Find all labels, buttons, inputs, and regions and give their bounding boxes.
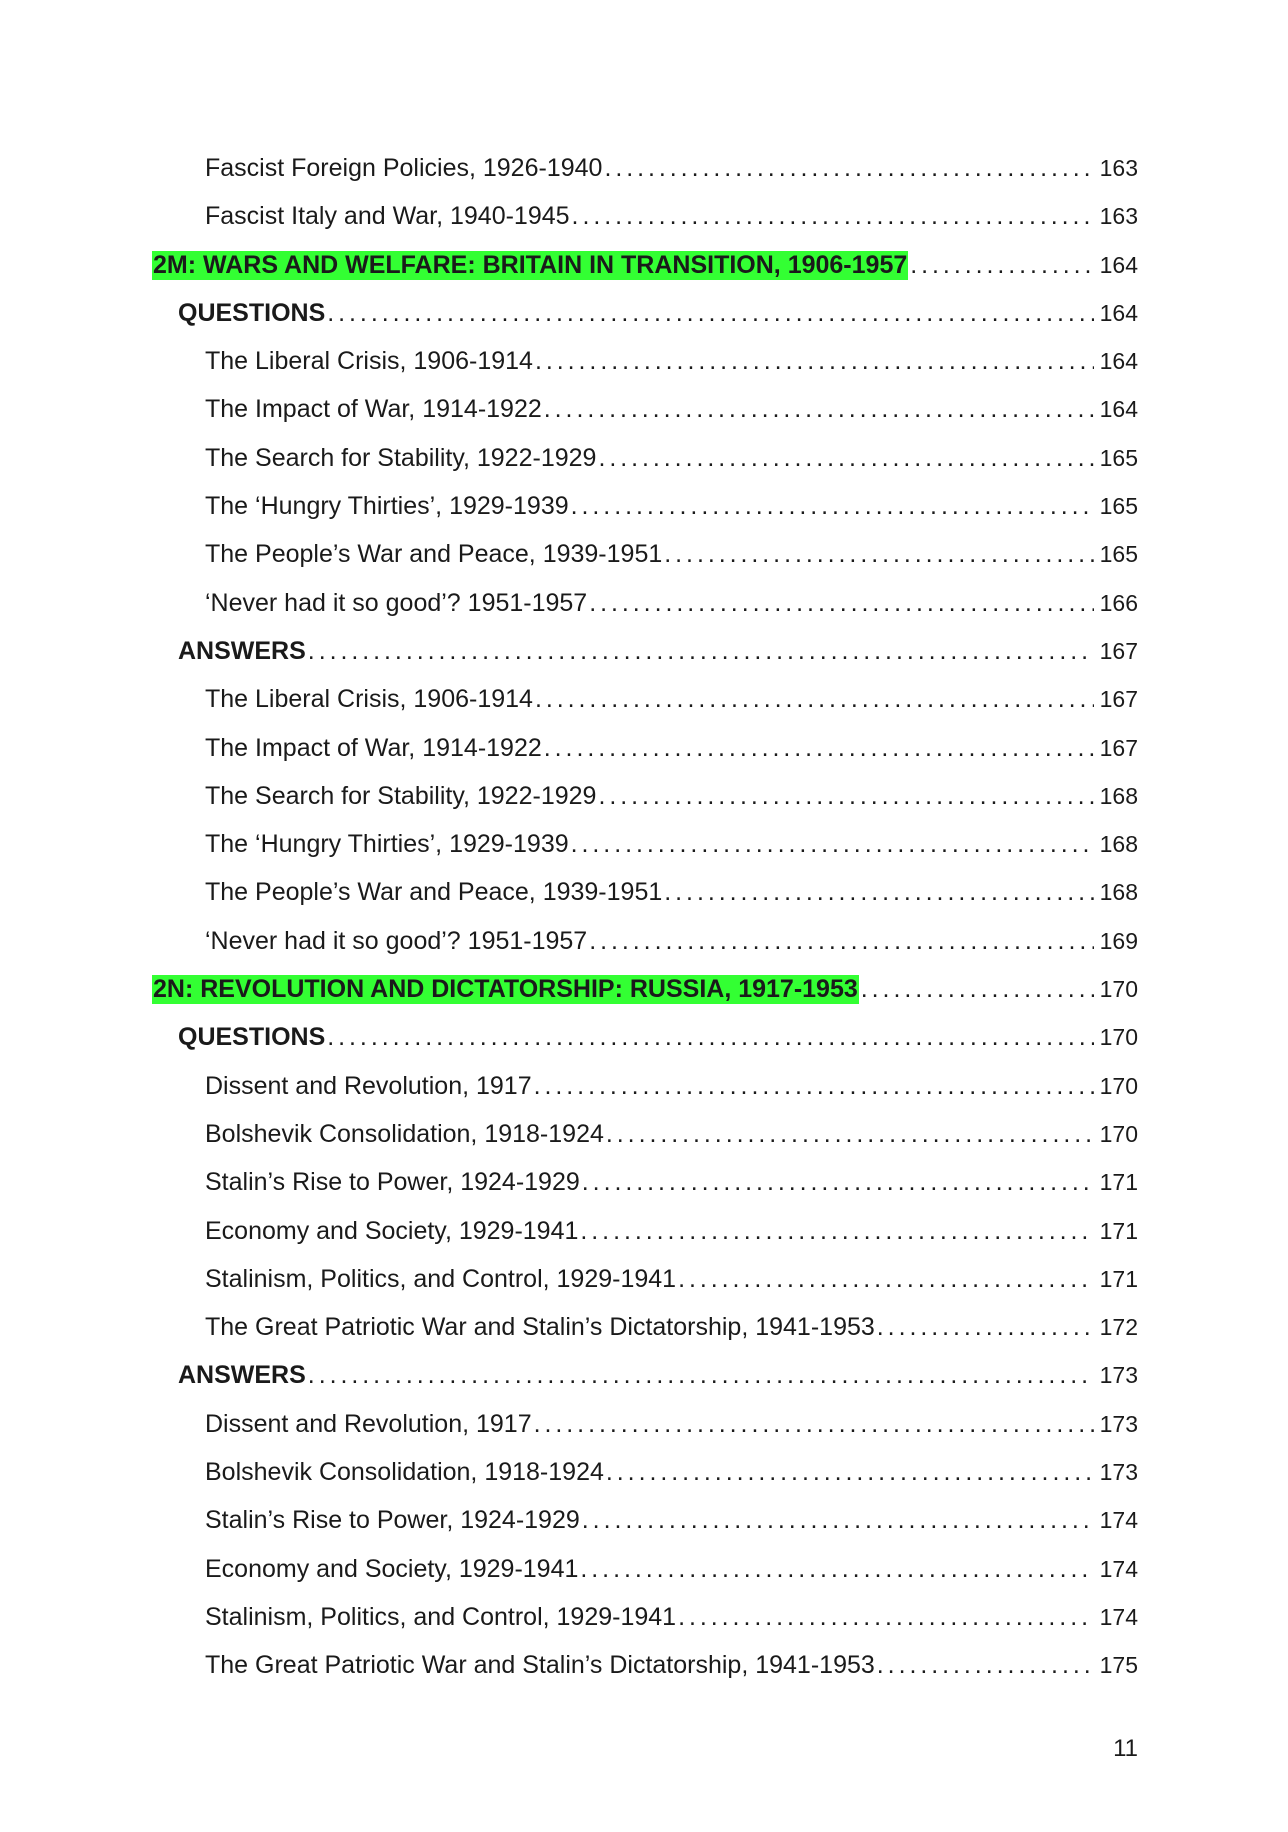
dot-leader — [571, 492, 1094, 521]
toc-entry-page: 168 — [1099, 831, 1138, 858]
toc-entry-title: Economy and Society, 1929-1941 — [205, 1216, 579, 1245]
toc-entry-page: 173 — [1099, 1410, 1138, 1437]
toc-entry[interactable] — [0, 1547, 1288, 1595]
toc-entry[interactable] — [0, 1209, 1288, 1257]
dot-leader — [535, 347, 1094, 376]
toc-entry[interactable] — [0, 1305, 1288, 1353]
toc-entry-page: 171 — [1099, 1169, 1138, 1196]
toc-entry[interactable] — [0, 436, 1288, 484]
toc-entry-page: 163 — [1099, 155, 1138, 181]
toc-entry[interactable] — [0, 484, 1288, 532]
dot-leader — [580, 1217, 1093, 1246]
dot-leader — [678, 1603, 1094, 1632]
toc-entry-title: The Great Patriotic War and Stalin’s Dictatorship, 1941-1953 — [205, 1313, 875, 1342]
toc-entry-title: Bolshevik Consolidation, 1918-1924 — [205, 1119, 604, 1148]
toc-entry-page: 167 — [1099, 686, 1138, 713]
toc-entry-title: Stalinism, Politics, and Control, 1929-1941 — [205, 1602, 677, 1631]
toc-entry-page: 168 — [1099, 782, 1138, 809]
toc-entry-page: 164 — [1099, 251, 1138, 278]
toc-entry[interactable] — [0, 726, 1288, 774]
toc-entry-title: The Liberal Crisis, 1906-1914 — [205, 347, 533, 376]
toc-entry[interactable] — [0, 387, 1288, 435]
dot-leader — [861, 975, 1094, 1004]
dot-leader — [877, 1651, 1094, 1680]
toc-entry[interactable] — [0, 1257, 1288, 1305]
toc-section-heading[interactable] — [0, 243, 1288, 291]
toc-entry-page: 168 — [1099, 879, 1138, 906]
toc-entry-page: 167 — [1099, 637, 1138, 664]
toc-entry-page: 166 — [1099, 589, 1138, 616]
toc-entry[interactable] — [0, 1112, 1288, 1160]
toc-entry[interactable] — [0, 870, 1288, 918]
dot-leader — [327, 299, 1093, 328]
toc-entry-title: Fascist Foreign Policies, 1926-1940 — [205, 154, 603, 182]
dot-leader — [308, 1361, 1094, 1390]
toc-entry-page: 172 — [1099, 1314, 1138, 1341]
toc-entry-page: 163 — [1099, 203, 1138, 230]
dot-leader — [910, 251, 1093, 280]
toc-entry-page: 165 — [1099, 493, 1138, 520]
toc-entry[interactable] — [0, 677, 1288, 725]
page-number: 11 — [1113, 1735, 1138, 1762]
dot-leader — [571, 830, 1094, 859]
toc-entry[interactable] — [0, 581, 1288, 629]
dot-leader — [664, 878, 1093, 907]
dot-leader — [664, 540, 1093, 569]
dot-leader — [606, 1120, 1094, 1149]
toc-entry-page: 170 — [1099, 1120, 1138, 1147]
toc-entry-page: 174 — [1099, 1507, 1138, 1534]
dot-leader — [598, 444, 1093, 473]
toc-entry-page: 171 — [1099, 1265, 1138, 1292]
toc-entry[interactable] — [0, 919, 1288, 967]
toc-entry[interactable] — [0, 1402, 1288, 1450]
dot-leader — [308, 637, 1094, 666]
toc-entry-title: The Search for Stability, 1922-1929 — [205, 443, 597, 472]
dot-leader — [580, 1555, 1093, 1584]
toc-entry[interactable] — [0, 1595, 1288, 1643]
toc-entry-title: The Search for Stability, 1922-1929 — [205, 781, 597, 810]
toc-entry-page: 175 — [1099, 1652, 1138, 1679]
toc-entry-page: 173 — [1099, 1459, 1138, 1486]
toc-entry-title: ANSWERS — [178, 636, 306, 665]
toc-entry-title: 2M: WARS AND WELFARE: BRITAIN IN TRANSITION, 1906-1957 — [153, 250, 908, 279]
dot-leader — [534, 1410, 1094, 1439]
toc-entry-title: ANSWERS — [178, 1361, 306, 1390]
toc-section-heading[interactable] — [0, 967, 1288, 1015]
toc-subsection-heading[interactable] — [0, 1015, 1288, 1063]
dot-leader — [604, 154, 1093, 183]
toc-entry-title: The People’s War and Peace, 1939-1951 — [205, 878, 663, 907]
toc-entry-title: QUESTIONS — [178, 298, 326, 327]
toc-entry-page: 165 — [1099, 541, 1138, 568]
toc-entry-page: 164 — [1099, 299, 1138, 326]
dot-leader — [598, 782, 1093, 811]
toc-entry[interactable] — [0, 146, 1288, 194]
toc-entry[interactable] — [0, 1498, 1288, 1546]
toc-entry-title: The Liberal Crisis, 1906-1914 — [205, 685, 533, 714]
toc-subsection-heading[interactable] — [0, 1353, 1288, 1401]
toc-entry-title: Stalin’s Rise to Power, 1924-1929 — [205, 1506, 580, 1535]
toc-entry[interactable] — [0, 339, 1288, 387]
toc-entry[interactable] — [0, 1160, 1288, 1208]
toc-entry-page: 167 — [1099, 734, 1138, 761]
toc-entry-title: Economy and Society, 1929-1941 — [205, 1554, 579, 1583]
toc-entry-title: The People’s War and Peace, 1939-1951 — [205, 540, 663, 569]
toc-entry-page: 165 — [1099, 444, 1138, 471]
dot-leader — [589, 927, 1093, 956]
toc-entry[interactable] — [0, 194, 1288, 242]
toc-entry-title: Fascist Italy and War, 1940-1945 — [205, 202, 570, 231]
toc-subsection-heading[interactable] — [0, 629, 1288, 677]
toc-entry-title: Stalin’s Rise to Power, 1924-1929 — [205, 1168, 580, 1197]
toc-entry-page: 171 — [1099, 1217, 1138, 1244]
toc-entry-page: 174 — [1099, 1555, 1138, 1582]
dot-leader — [589, 589, 1093, 618]
toc-entry-title: The Great Patriotic War and Stalin’s Dictatorship, 1941-1953 — [205, 1651, 875, 1680]
toc-entry-title: ‘Never had it so good’? 1951-1957 — [205, 926, 588, 955]
table-of-contents — [0, 146, 1288, 1692]
toc-entry-title: The ‘Hungry Thirties’, 1929-1939 — [205, 830, 569, 859]
dot-leader — [606, 1458, 1094, 1487]
dot-leader — [544, 734, 1094, 763]
toc-entry-title: Stalinism, Politics, and Control, 1929-1941 — [205, 1264, 677, 1293]
toc-entry-page: 170 — [1099, 976, 1138, 1003]
toc-entry-title: The Impact of War, 1914-1922 — [205, 395, 542, 424]
toc-entry-page: 170 — [1099, 1024, 1138, 1051]
toc-entry-title: Dissent and Revolution, 1917 — [205, 1071, 532, 1100]
toc-entry[interactable] — [0, 1643, 1288, 1691]
toc-entry-title: The Impact of War, 1914-1922 — [205, 733, 542, 762]
toc-entry-page: 169 — [1099, 927, 1138, 954]
dot-leader — [544, 395, 1094, 424]
toc-entry-title: The ‘Hungry Thirties’, 1929-1939 — [205, 492, 569, 521]
toc-entry[interactable] — [0, 774, 1288, 822]
toc-subsection-heading[interactable] — [0, 291, 1288, 339]
toc-entry[interactable] — [0, 1450, 1288, 1498]
toc-entry-page: 174 — [1099, 1603, 1138, 1630]
toc-entry-page: 164 — [1099, 396, 1138, 423]
dot-leader — [327, 1023, 1093, 1052]
toc-entry-title: QUESTIONS — [178, 1023, 326, 1052]
dot-leader — [535, 685, 1094, 714]
dot-leader — [534, 1072, 1094, 1101]
dot-leader — [678, 1265, 1094, 1294]
toc-entry-page: 164 — [1099, 348, 1138, 375]
toc-entry[interactable] — [0, 822, 1288, 870]
dot-leader — [582, 1506, 1094, 1535]
toc-entry-title: 2N: REVOLUTION AND DICTATORSHIP: RUSSIA, 1917-1953 — [153, 975, 858, 1004]
toc-entry-page: 173 — [1099, 1362, 1138, 1389]
dot-leader — [582, 1168, 1094, 1197]
dot-leader — [572, 202, 1094, 231]
toc-entry-page: 170 — [1099, 1072, 1138, 1099]
toc-entry-title: Dissent and Revolution, 1917 — [205, 1409, 532, 1438]
dot-leader — [877, 1313, 1094, 1342]
toc-entry[interactable] — [0, 1064, 1288, 1112]
toc-entry[interactable] — [0, 532, 1288, 580]
toc-entry-title: ‘Never had it so good’? 1951-1957 — [205, 588, 588, 617]
toc-entry-title: Bolshevik Consolidation, 1918-1924 — [205, 1458, 604, 1487]
